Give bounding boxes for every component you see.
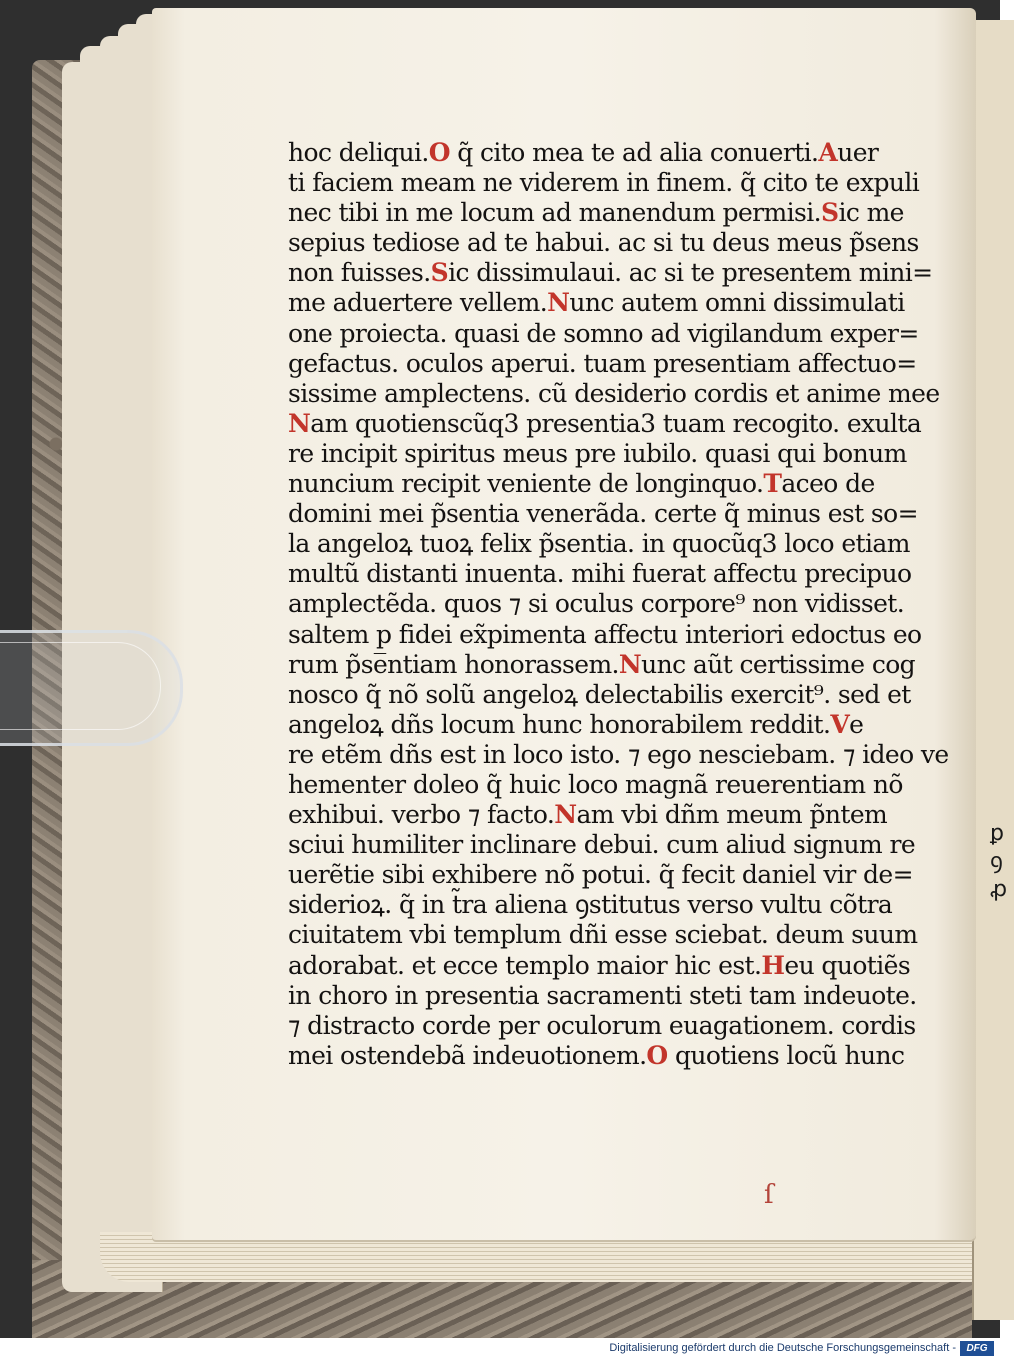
text-line bbox=[288, 950, 911, 981]
rubricated-initial: H bbox=[761, 950, 785, 980]
text-segment: ic dissimulaui. ac si te presentem mini= bbox=[448, 258, 933, 288]
page-text-block bbox=[288, 138, 949, 1071]
text-line bbox=[288, 228, 919, 258]
text-line bbox=[288, 619, 922, 650]
text-segment: sciui humiliter inclinare debui. cum aliud signum re bbox=[288, 830, 916, 860]
text-segment: mei ostendebã indeuotionem. bbox=[288, 1040, 647, 1070]
text-line bbox=[288, 679, 911, 710]
text-segment: e bbox=[849, 709, 864, 739]
text-segment: angeloꝝ dñs locum hunc honorabilem reddit. bbox=[288, 709, 831, 739]
text-segment: multũ distanti inuenta. mihi fuerat affectu precipuo bbox=[288, 559, 912, 589]
text-segment: unc aũt certissime cog bbox=[641, 649, 916, 679]
text-line bbox=[288, 589, 905, 619]
text-line bbox=[288, 1040, 905, 1071]
dfg-logo: DFG bbox=[960, 1341, 994, 1356]
rubricated-initial: N bbox=[554, 800, 577, 830]
text-segment: amplectẽda. quos ⁊ si oculus corpore⁹ non vidisset. bbox=[288, 589, 905, 619]
text-segment: gefactus. oculos aperui. tuam presentiam affectuo= bbox=[288, 348, 917, 378]
text-line bbox=[288, 168, 920, 198]
text-segment: aceo de bbox=[781, 469, 875, 499]
text-line bbox=[288, 499, 918, 529]
text-line bbox=[288, 288, 905, 318]
text-line bbox=[288, 469, 888, 499]
text-line bbox=[288, 890, 893, 920]
text-line bbox=[288, 860, 913, 890]
text-line bbox=[288, 559, 912, 589]
text-segment: ti faciem meam ne viderem in finem. q̃ cito te expuli bbox=[288, 168, 920, 198]
text-segment: domini mei p̃sentia venerãda. certe q̃ minus est so= bbox=[288, 499, 918, 529]
text-segment: rum p̃sentiam honorassem. bbox=[288, 649, 619, 679]
text-segment: ⁊ distracto corde per oculorum euagationem. cordis bbox=[288, 1010, 916, 1040]
text-segment: siderioꝝ. q̃ in t̃ra aliena ꝯstitutus verso vultu cõtra bbox=[288, 890, 893, 920]
text-line bbox=[288, 348, 917, 379]
text-segment: eu quotiẽs bbox=[784, 950, 911, 980]
text-segment: unc autem omni dissimulati bbox=[569, 288, 905, 318]
facing-page-edge bbox=[972, 20, 1014, 1320]
text-segment: re incipit spiritus meus pre iubilo. quasi qui bonum bbox=[288, 438, 907, 468]
text-segment: saltem p̲ fidei ex̃pimenta affectu interiori edoctus eo bbox=[288, 619, 922, 649]
rubricated-initial: V bbox=[830, 709, 850, 739]
rubricated-initial: S bbox=[430, 258, 449, 288]
rubricated-initial: N bbox=[547, 288, 570, 318]
text-line bbox=[288, 198, 904, 228]
glass-page-holder-highlight bbox=[0, 642, 161, 730]
text-segment: uerẽtie sibi exhibere nõ potui. q̃ fecit daniel vir de= bbox=[288, 860, 913, 890]
rubricated-initial: T bbox=[763, 469, 782, 499]
text-line bbox=[288, 739, 949, 770]
text-segment: me aduertere vellem. bbox=[288, 288, 548, 318]
text-line bbox=[288, 529, 910, 559]
text-line bbox=[288, 710, 888, 740]
rubricated-initial: A bbox=[818, 138, 838, 167]
digitization-footer bbox=[0, 1338, 1000, 1361]
rubricated-initial: O bbox=[646, 1040, 668, 1070]
text-line bbox=[288, 769, 903, 800]
text-line bbox=[288, 138, 888, 168]
text-segment: q̃ cito mea te ad alia conuerti. bbox=[449, 138, 819, 167]
text-line bbox=[288, 920, 918, 950]
text-line bbox=[288, 438, 907, 469]
text-segment: quotiens locũ hunc bbox=[667, 1040, 905, 1070]
text-line bbox=[288, 318, 919, 349]
text-line bbox=[288, 980, 917, 1011]
footer-credit: Digitalisierung gefördert durch die Deutsche Forschungsgemeinschaft - bbox=[609, 1342, 956, 1354]
text-segment: sepius tediose ad te habui. ac si tu deus meus p̃sens bbox=[288, 228, 919, 258]
red-ink-mark: ſ bbox=[764, 1180, 774, 1210]
rubricated-initial: O bbox=[428, 138, 450, 167]
text-segment: uer bbox=[837, 138, 879, 167]
rubricated-initial: N bbox=[288, 408, 311, 438]
text-segment: ciuitatem vbi templum dñi esse sciebat. deum suum bbox=[288, 920, 918, 950]
text-segment: ic me bbox=[838, 198, 904, 228]
text-line bbox=[288, 378, 940, 409]
text-line bbox=[288, 408, 922, 439]
text-segment: hementer doleo q̃ huic loco magnã reuerentiam nõ bbox=[288, 769, 903, 799]
text-segment: re etẽm dñs est in loco isto. ⁊ ego nesciebam. ⁊ ideo ve bbox=[288, 739, 949, 769]
text-segment: non fuisses. bbox=[288, 258, 431, 288]
text-line bbox=[288, 830, 916, 860]
text-segment: am vbi dñm meum p̃ntem bbox=[576, 800, 888, 830]
rubricated-initial: S bbox=[820, 198, 839, 228]
text-line bbox=[288, 258, 933, 288]
text-segment: sissime amplectens. cũ desiderio cordis et anime mee bbox=[288, 378, 940, 408]
rubricated-initial: N bbox=[618, 649, 642, 679]
facing-page-glyphs: ꝑ ꝯ ꝓ bbox=[990, 821, 1008, 902]
text-segment: adorabat. et ecce templo maior hic est. bbox=[288, 950, 762, 980]
text-segment: hoc deliqui. bbox=[288, 138, 429, 167]
text-segment: am quotienscũq3 presentia3 tuam recogito. exulta bbox=[310, 408, 922, 438]
text-segment: nosco q̃ nõ solũ angeloꝝ delectabilis exercit⁹. sed et bbox=[288, 679, 911, 709]
text-segment: nec tibi in me locum ad manendum permisi. bbox=[288, 198, 821, 228]
text-segment: one proiecta. quasi de somno ad vigilandum exper= bbox=[288, 318, 919, 348]
text-segment: exhibui. verbo ⁊ facto. bbox=[288, 800, 555, 830]
text-segment: nuncium recipit veniente de longinquo. bbox=[288, 469, 764, 499]
text-segment: in choro in presentia sacramenti steti tam indeuote. bbox=[288, 980, 917, 1010]
text-segment: la angeloꝝ tuoꝝ felix p̃sentia. in quocũq3 loco etiam bbox=[288, 529, 910, 559]
text-line bbox=[288, 649, 916, 680]
text-line bbox=[288, 1010, 916, 1041]
text-line bbox=[288, 800, 888, 830]
